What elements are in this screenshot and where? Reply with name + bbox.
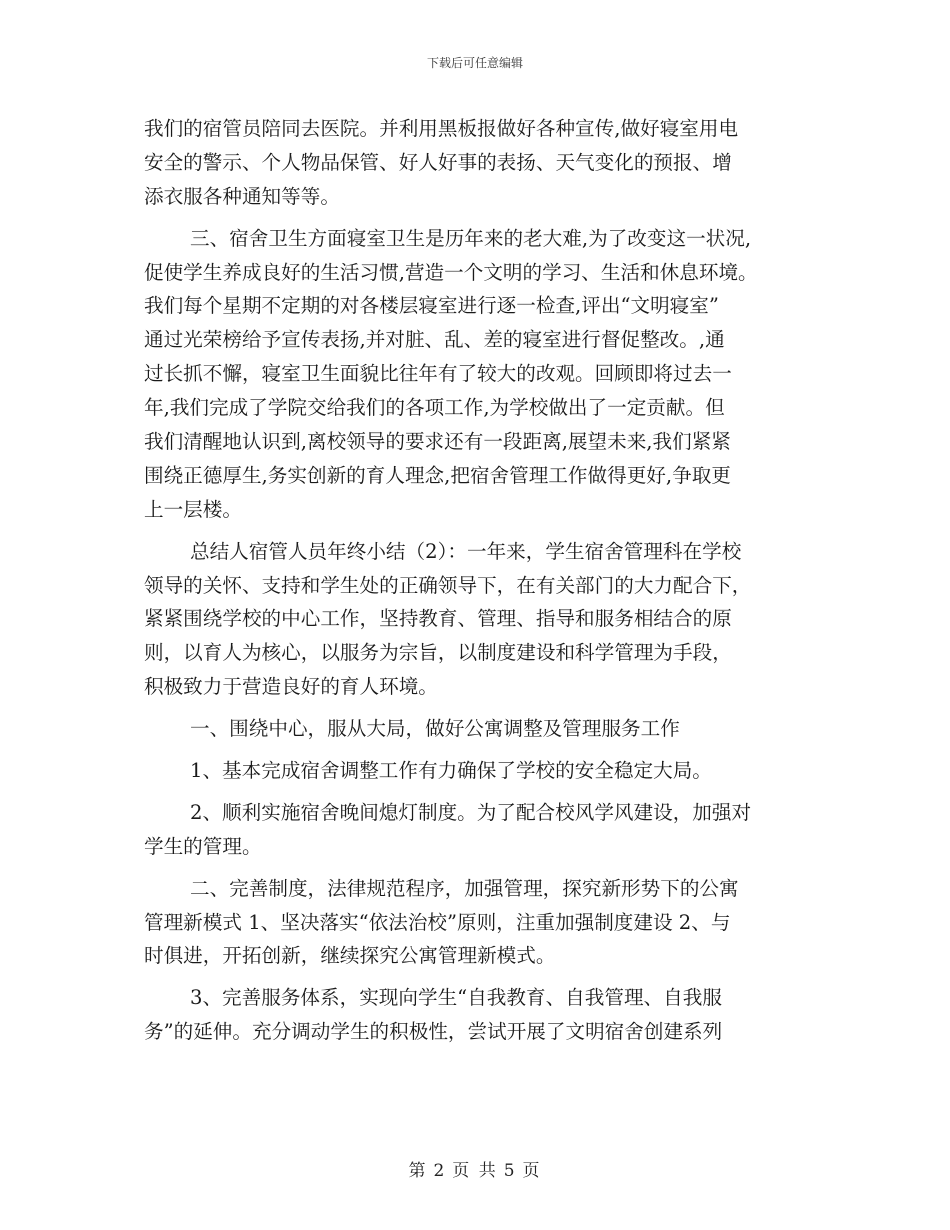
text-line: 我们清醒地认识到,离校领导的要求还有一段距离,展望未来,我们紧紧 — [144, 430, 731, 454]
page-header: 下载后可任意编辑 — [426, 56, 523, 70]
text-line: 年,我们完成了学院交给我们的各项工作,为学校做出了一定贡献。但 — [144, 396, 725, 420]
paragraph — [144, 754, 814, 788]
text-line: 围绕正德厚生,务实创新的育人理念,把宿舍管理工作做得更好,争取更 — [144, 463, 731, 487]
text-line: 添衣服各种通知等等。 — [144, 184, 340, 208]
footer-page-number: 2 — [433, 1161, 447, 1181]
page-footer — [0, 1156, 950, 1181]
paragraph — [144, 872, 814, 974]
paragraph-gap — [144, 864, 814, 872]
text-line: 通过光荣榜给予宣传表扬,并对脏、乱、差的寝室进行督促整改。,通 — [144, 328, 725, 352]
footer-middle: 页 共 — [452, 1161, 498, 1181]
text-line: 我们的宿管员陪同去医院。并利用黑板报做好各种宣传,做好寝室用电 — [144, 117, 739, 140]
text-line: 一、围绕中心，服从大局，做好公寓调整及管理服务工作 — [190, 717, 680, 741]
paragraph-gap — [144, 704, 814, 712]
paragraph — [144, 981, 814, 1049]
text-line: 上一层楼。 — [144, 497, 242, 521]
text-line: 紧紧围绕学校的中心工作，坚持教育、管理、指导和服务相结合的原 — [144, 607, 732, 631]
paragraph — [144, 796, 814, 864]
text-line: 则，以育人为核心，以服务为宗旨，以制度建设和科学管理为手段， — [144, 641, 732, 665]
document-body — [144, 112, 814, 1049]
text-line: 积极致力于营造良好的育人环境。 — [144, 675, 438, 699]
text-line: 二、完善制度，法律规范程序，加强管理，探究新形势下的公寓 — [190, 876, 739, 900]
paragraph — [144, 222, 814, 527]
footer-prefix: 第 — [408, 1161, 428, 1181]
text-line: 时俱进，开拓创新，继续探究公寓管理新模式。 — [144, 944, 556, 968]
text-line: 管理新模式 1、坚决落实“依法治校”原则，注重加强制度建设 2、与 — [144, 910, 731, 934]
paragraph-gap — [144, 746, 814, 754]
text-line: 务”的延伸。充分调动学生的积极性，尝试开展了文明宿舍创建系列 — [144, 1020, 723, 1044]
paragraph-gap — [144, 788, 814, 796]
paragraph-gap — [144, 214, 814, 222]
footer-suffix: 页 — [522, 1161, 542, 1181]
text-line: 2、顺利实施宿舍晚间熄灯制度。为了配合校风学风建设，加强对 — [190, 800, 752, 824]
paragraph — [144, 712, 814, 746]
text-line: 促使学生养成良好的生活习惯,营造一个文明的学习、生活和休息环境。 — [144, 260, 758, 284]
footer-total-pages: 5 — [503, 1161, 517, 1181]
text-line: 3、完善服务体系，实现向学生“自我教育、自我管理、自我服 — [190, 986, 722, 1010]
text-line: 学生的管理。 — [144, 834, 262, 858]
paragraph — [144, 535, 814, 704]
text-line: 1、基本完成宿舍调整工作有力确保了学校的安全稳定大局。 — [190, 759, 712, 783]
paragraph — [144, 112, 814, 214]
text-line: 总结人宿管人员年终小结（2）：一年来，学生宿舍管理科在学校 — [190, 539, 742, 563]
paragraph-gap — [144, 527, 814, 535]
text-line: 我们每个星期不定期的对各楼层寝室进行逐一检查,评出“文明寝室” — [144, 294, 719, 318]
paragraph-gap — [144, 973, 814, 981]
text-line: 过长抓不懈，寝室卫生面貌比往年有了较大的改观。回顾即将过去一 — [144, 362, 732, 386]
text-line: 安全的警示、个人物品保管、好人好事的表扬、天气变化的预报、增 — [144, 150, 732, 174]
text-line: 领导的关怀、支持和学生处的正确领导下，在有关部门的大力配合下， — [144, 573, 752, 597]
text-line: 三、宿舍卫生方面寝室卫生是历年来的老大难,为了改变这一状况, — [190, 226, 752, 250]
